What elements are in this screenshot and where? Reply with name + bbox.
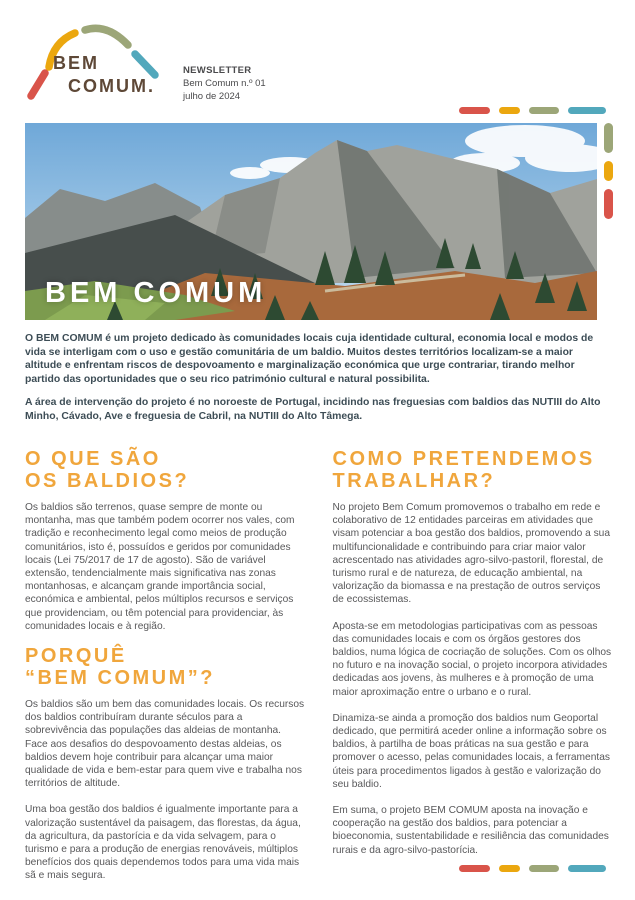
intro-block	[25, 332, 612, 433]
dash-olive	[529, 107, 559, 114]
vbar-yellow	[604, 161, 613, 181]
section-paragraph: Aposta-se em metodologias participativas com as pessoas das comunidades locais e com os órgãos gestores dos baldios, numa lógica de cocriação de soluções. Com os olhos no futuro e na inovação social, o projeto incorpora atividades dedicadas aos jovens, às mulheres e à promoção de uma maior aproximação entre o urbano e o rural.	[332, 620, 612, 698]
logo-arc-red	[31, 73, 45, 96]
heading-line: COMO PRETENDEMOS	[332, 448, 595, 470]
right-edge-bars-decoration	[604, 123, 613, 219]
section-heading	[333, 449, 613, 492]
newsletter-label: NEWSLETTER	[183, 65, 252, 76]
content-columns	[25, 449, 612, 896]
section-como-pretendemos-trabalhar	[333, 449, 613, 857]
dash-olive	[529, 865, 559, 872]
section-o-que-sao-os-baldios	[25, 449, 305, 633]
heading-line: TRABALHAR?	[332, 469, 496, 492]
heading-line: O QUE SÃO	[25, 448, 161, 470]
logo-arc-blue	[135, 54, 155, 75]
dash-teal	[568, 865, 606, 872]
logo-text-line1: BEM	[53, 53, 99, 73]
logo-arc-olive	[85, 28, 128, 45]
heading-line: PORQUÊ	[25, 645, 127, 668]
vbar-olive	[604, 123, 613, 153]
right-column	[333, 449, 613, 896]
section-paragraph: Uma boa gestão dos baldios é igualmente importante para a valorização sustentável da paisagem, das florestas, da água, da agricultura, da pastorícia e da vida selvagem, para o turismo e para a produção de energias renováveis, múltiplos benefícios dos quais dependemos todos para uma vida mais sã e mais segura.	[25, 804, 301, 882]
section-heading	[25, 646, 305, 689]
dash-yellow	[499, 865, 520, 872]
section-paragraph: Em suma, o projeto BEM COMUM aposta na inovação e cooperação na gestão dos baldios, para potenciar a bioeconomia, sustentabilidade e resiliência das comunidades rurais e da agro-silvo-pastorícia.	[332, 805, 609, 856]
dash-yellow	[499, 107, 520, 114]
hero-photo	[25, 123, 597, 320]
section-heading	[25, 449, 305, 492]
heading-line: OS BALDIOS?	[25, 469, 190, 492]
newsletter-date: julho de 2024	[183, 91, 241, 102]
top-dash-decoration	[459, 107, 606, 114]
dash-teal	[568, 107, 606, 114]
logo-text-line2: COMUM.	[68, 76, 155, 96]
section-paragraph: No projeto Bem Comum promovemos o trabalho em rede e colaborativo de 12 entidades parceiras em atividades que visam potenciar a boa gestão dos baldios, promovendo a sua multifuncionalidade e contribuindo para criar maior valor acrescentado nas atividades agro-silvo-pastoril, florestal, de turismo rural e de natureza, de educação ambiental, na valorização da biomassa e na prestação de outros serviços de ecossistemas.	[332, 502, 610, 606]
hero-overlay-title: BEM COMUM	[45, 277, 267, 309]
newsletter-info	[183, 64, 266, 103]
intro-paragraph-1: O BEM COMUM é um projeto dedicado às comunidades locais cuja identidade cultural, economia local e modos de vida se interligam com o uso e gestão comunitária de um baldio. Muitos destes territórios localizam-se a maior altitude e enfrentam riscos de despovoamento e marginalização económica que urge contrariar, tirando melhor partido das oportunidades que o seu rico património cultural e natural possibilita.	[25, 333, 594, 385]
left-column	[25, 449, 305, 896]
section-paragraph: Dinamiza-se ainda a promoção dos baldios num Geoportal dedicado, que permitirá aceder online a informação sobre os baldios, à partilha de boas práticas na sua gestão e para promover o acesso, pelas comunidades locais, a ferramentas úteis para procedimentos ligados à gestão e valorização do seu baldio.	[332, 712, 610, 790]
heading-line: “BEM COMUM”?	[25, 666, 215, 689]
section-porque-bem-comum	[25, 646, 305, 883]
vbar-red	[604, 189, 613, 219]
dash-red	[459, 107, 490, 114]
section-paragraph: Os baldios são um bem das comunidades locais. Os recursos dos baldios contribuíram durante séculos para a sobrevivência das populações das aldeias de montanha. Face aos desafios do despovoamento destas aldeias, os baldios devem hoje contribuir para alcançar uma maior qualidade de vida e bem-estar para quem vive e trabalha nos territórios de altitude.	[25, 699, 305, 790]
dash-red	[459, 865, 490, 872]
section-paragraph: Os baldios são terrenos, quase sempre de monte ou montanha, mas que também podem ocorrer nos vales, com tradição e reconhecimento legal como meios de produção comunitários, isto é, possuídos e geridos por comunidades locais (Lei 75/2017 de 17 de agosto). São de variável extensão, tendencialmente mais significativa nas zonas montanhosas, e alcançam grande importância social, económica e ambiental, pelos múltiplos recursos e serviços que providenciam, ou têm potencial para providenciar, às comunidades locais e à região.	[25, 502, 295, 632]
bottom-dash-decoration	[459, 865, 606, 872]
bem-comum-logo	[26, 20, 182, 114]
logo-arch-icon	[26, 20, 182, 114]
newsletter-issue: Bem Comum n.º 01	[183, 78, 266, 89]
intro-paragraph-2: A área de intervenção do projeto é no noroeste de Portugal, incidindo nas freguesias com baldios das NUTIII do Alto Minho, Cávado, Ave e freguesia de Cabril, na NUTIII do Alto Tâmega.	[25, 397, 601, 422]
